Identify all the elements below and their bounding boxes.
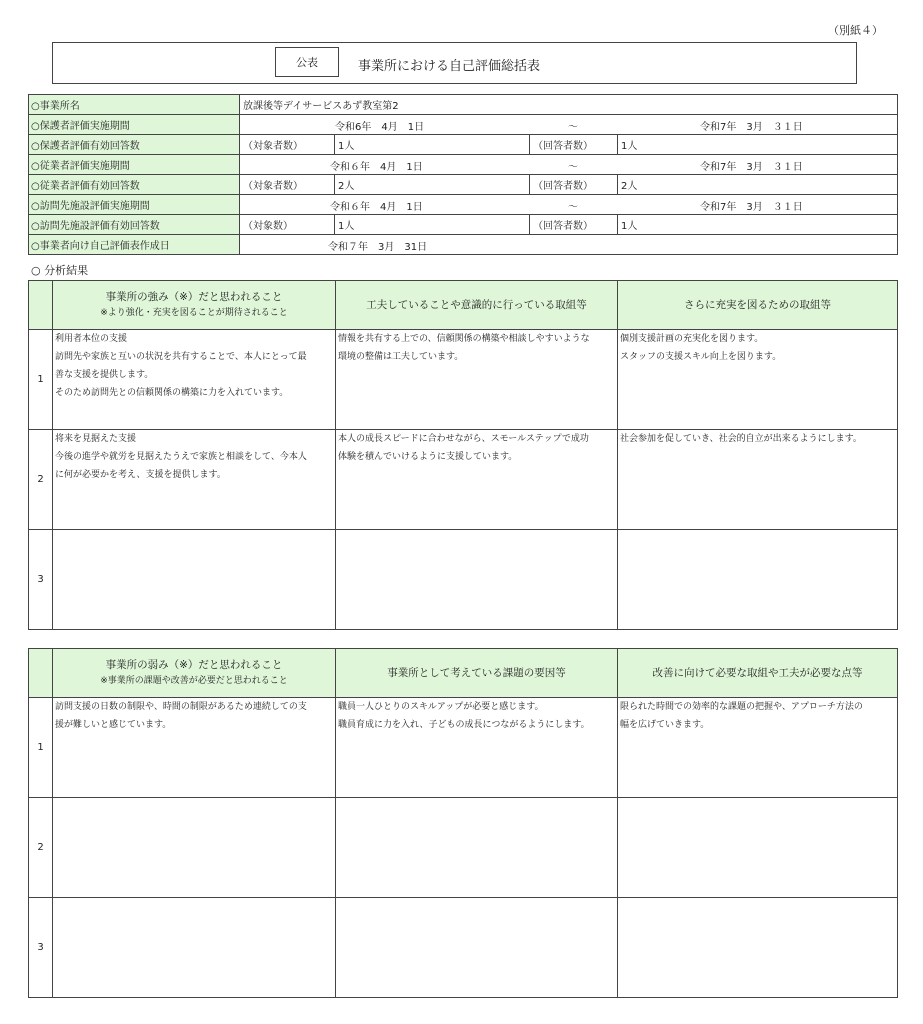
guardian-answer-label: （回答者数） bbox=[530, 135, 618, 155]
page-title: 事業所における自己評価総括表 bbox=[358, 59, 541, 74]
staff-answer-label: （回答者数） bbox=[530, 175, 618, 195]
weaknesses-row bbox=[29, 898, 898, 998]
weaknesses-cell-col2 bbox=[336, 898, 618, 998]
staff-target-value: 2人 bbox=[335, 175, 530, 195]
guardian-period-start: 令和6年 4月 1日 bbox=[335, 122, 425, 133]
weaknesses-cell-col2 bbox=[336, 798, 618, 898]
weaknesses-row-number: 2 bbox=[29, 798, 53, 898]
visit-period-end: 令和7年 3月 ３１日 bbox=[700, 202, 803, 213]
staff-target-label: （対象者数） bbox=[240, 175, 335, 195]
weaknesses-col2-header: 事業所として考えている課題の要因等 bbox=[336, 649, 618, 698]
strengths-cell-col1 bbox=[53, 330, 336, 430]
strengths-row bbox=[29, 430, 898, 530]
weaknesses-row bbox=[29, 698, 898, 798]
staff-period-end: 令和7年 3月 ３１日 bbox=[700, 162, 803, 173]
strengths-cell-col2 bbox=[336, 430, 618, 530]
strengths-cell-col2 bbox=[336, 530, 618, 630]
strengths-col1-note: ※より強化・充実を図ることが期待されること bbox=[100, 308, 288, 318]
created-date-cell bbox=[240, 235, 898, 255]
created-date-label: ○事業者向け自己評価表作成日 bbox=[29, 235, 240, 255]
office-name-label: ○事業所名 bbox=[29, 95, 240, 115]
strengths-cell-line: 社会参加を促していき、社会的自立が出来るようにします。 bbox=[620, 434, 862, 444]
staff-period-start: 令和６年 4月 1日 bbox=[330, 162, 423, 173]
info-row-visit-period bbox=[29, 195, 898, 215]
visit-answer-value: 1人 bbox=[618, 215, 898, 235]
strengths-cell-line: 個別支援計画の充実化を図ります。 bbox=[620, 334, 764, 344]
weaknesses-cell-col1 bbox=[53, 898, 336, 998]
strengths-cell-line: 善な支援を提供します。 bbox=[55, 370, 154, 380]
weaknesses-table bbox=[28, 648, 898, 998]
weaknesses-cell-line: 幅を広げていきます。 bbox=[620, 720, 710, 730]
strengths-row bbox=[29, 530, 898, 630]
strengths-num-header bbox=[29, 281, 53, 330]
guardian-period-value bbox=[240, 115, 898, 135]
info-row-created bbox=[29, 235, 898, 255]
staff-period-label: ○従業者評価実施期間 bbox=[29, 155, 240, 175]
info-row-staff-valid bbox=[29, 175, 898, 195]
strengths-cell-line: 本人の成長スピードに合わせながら、スモールステップで成功 bbox=[338, 434, 589, 444]
strengths-row-number: 3 bbox=[29, 530, 53, 630]
guardian-period-label: ○保護者評価実施期間 bbox=[29, 115, 240, 135]
strengths-cell-line: 今後の進学や就労を見据えたうえで家族と相談をして、今本人 bbox=[55, 452, 307, 462]
weaknesses-col1-title: 事業所の弱み（※）だと思われること bbox=[105, 659, 283, 671]
staff-answer-value: 2人 bbox=[618, 175, 898, 195]
weaknesses-col1-note: ※事業所の課題や改善が必要だと思われること bbox=[100, 676, 288, 686]
strengths-cell-col1 bbox=[53, 530, 336, 630]
strengths-col1-title: 事業所の強み（※）だと思われること bbox=[105, 291, 283, 303]
analysis-section-label: ○ 分析結果 bbox=[31, 264, 89, 277]
public-badge: 公表 bbox=[275, 47, 339, 77]
guardian-target-label: （対象者数） bbox=[240, 135, 335, 155]
weaknesses-cell-col3 bbox=[618, 798, 898, 898]
info-row-guardian-valid bbox=[29, 135, 898, 155]
strengths-col2-header: 工夫していることや意識的に行っている取組等 bbox=[336, 281, 618, 330]
weaknesses-row-number: 1 bbox=[29, 698, 53, 798]
visit-period-value bbox=[240, 195, 898, 215]
weaknesses-cell-col3 bbox=[618, 898, 898, 998]
visit-period-label: ○訪問先施設評価実施期間 bbox=[29, 195, 240, 215]
weaknesses-num-header bbox=[29, 649, 53, 698]
weaknesses-row bbox=[29, 798, 898, 898]
created-date-value: 令和７年 3月 31日 bbox=[328, 242, 428, 253]
annex-label: （別紙４） bbox=[828, 24, 883, 37]
visit-answer-label: （回答者数） bbox=[530, 215, 618, 235]
office-name-value: 放課後等デイサービスあず教室第2 bbox=[240, 95, 898, 115]
visit-target-value: 1人 bbox=[335, 215, 530, 235]
weaknesses-cell-col2 bbox=[336, 698, 618, 798]
weaknesses-row-number: 3 bbox=[29, 898, 53, 998]
weaknesses-cell-col3 bbox=[618, 698, 898, 798]
strengths-cell-col1 bbox=[53, 430, 336, 530]
weaknesses-body bbox=[29, 698, 898, 998]
strengths-row-number: 2 bbox=[29, 430, 53, 530]
guardian-answer-value: 1人 bbox=[618, 135, 898, 155]
strengths-cell-line: 情報を共有する上での、信頼関係の構築や相談しやすいような bbox=[338, 334, 590, 344]
strengths-cell-col3 bbox=[618, 430, 898, 530]
strengths-cell-col3 bbox=[618, 530, 898, 630]
weaknesses-cell-line: 職員育成に力を入れ、子どもの成長につながるようにします。 bbox=[338, 720, 590, 730]
guardian-valid-label: ○保護者評価有効回答数 bbox=[29, 135, 240, 155]
visit-period-start: 令和６年 4月 1日 bbox=[330, 202, 423, 213]
staff-valid-label: ○従業者評価有効回答数 bbox=[29, 175, 240, 195]
strengths-body bbox=[29, 330, 898, 630]
office-info-table bbox=[28, 94, 898, 255]
strengths-cell-line: 利用者本位の支援 bbox=[55, 334, 128, 344]
info-row-guardian-period bbox=[29, 115, 898, 135]
guardian-target-value: 1人 bbox=[335, 135, 530, 155]
weaknesses-cell-line: 訪問支援の日数の制限や、時間の制限があるため連続しての支 bbox=[55, 702, 307, 712]
strengths-cell-line: 環境の整備は工夫しています。 bbox=[338, 352, 464, 362]
title-box bbox=[52, 42, 857, 84]
weaknesses-col3-header: 改善に向けて必要な取組や工夫が必要な点等 bbox=[618, 649, 898, 698]
weaknesses-header-row bbox=[29, 649, 898, 698]
strengths-col1-header bbox=[53, 281, 336, 330]
info-row-office bbox=[29, 95, 898, 115]
strengths-col3-header: さらに充実を図るための取組等 bbox=[618, 281, 898, 330]
strengths-cell-line: スタッフの支援スキル向上を図ります。 bbox=[620, 352, 782, 362]
strengths-row-number: 1 bbox=[29, 330, 53, 430]
weaknesses-cell-col1 bbox=[53, 698, 336, 798]
staff-period-value bbox=[240, 155, 898, 175]
strengths-cell-line: 体験を積んでいけるように支援しています。 bbox=[338, 452, 518, 462]
strengths-cell-line: 将来を見据えた支援 bbox=[55, 434, 137, 444]
staff-period-sep: ～ bbox=[568, 162, 578, 173]
weaknesses-cell-col1 bbox=[53, 798, 336, 898]
weaknesses-cell-line: 援が難しいと感じています。 bbox=[55, 720, 172, 730]
strengths-cell-line: 訪問先や家族と互いの状況を共有することで、本人にとって最 bbox=[55, 352, 307, 362]
weaknesses-cell-line: 職員一人ひとりのスキルアップが必要と感じます。 bbox=[338, 702, 544, 712]
visit-target-label: （対象数） bbox=[240, 215, 335, 235]
strengths-cell-col2 bbox=[336, 330, 618, 430]
visit-valid-label: ○訪問先施設評価有効回答数 bbox=[29, 215, 240, 235]
strengths-cell-line: に何が必要かを考え、支援を提供します。 bbox=[55, 470, 226, 480]
info-row-visit-valid bbox=[29, 215, 898, 235]
strengths-row bbox=[29, 330, 898, 430]
strengths-cell-col3 bbox=[618, 330, 898, 430]
strengths-cell-line: そのため訪問先との信頼関係の構築に力を入れています。 bbox=[55, 388, 289, 398]
weaknesses-cell-line: 限られた時間での効率的な課題の把握や、アプローチ方法の bbox=[620, 702, 863, 712]
guardian-period-sep: ～ bbox=[568, 122, 578, 133]
weaknesses-col1-header bbox=[53, 649, 336, 698]
strengths-table bbox=[28, 280, 898, 630]
guardian-period-end: 令和7年 3月 ３１日 bbox=[700, 122, 803, 133]
strengths-header-row bbox=[29, 281, 898, 330]
info-row-staff-period bbox=[29, 155, 898, 175]
visit-period-sep: ～ bbox=[568, 202, 578, 213]
